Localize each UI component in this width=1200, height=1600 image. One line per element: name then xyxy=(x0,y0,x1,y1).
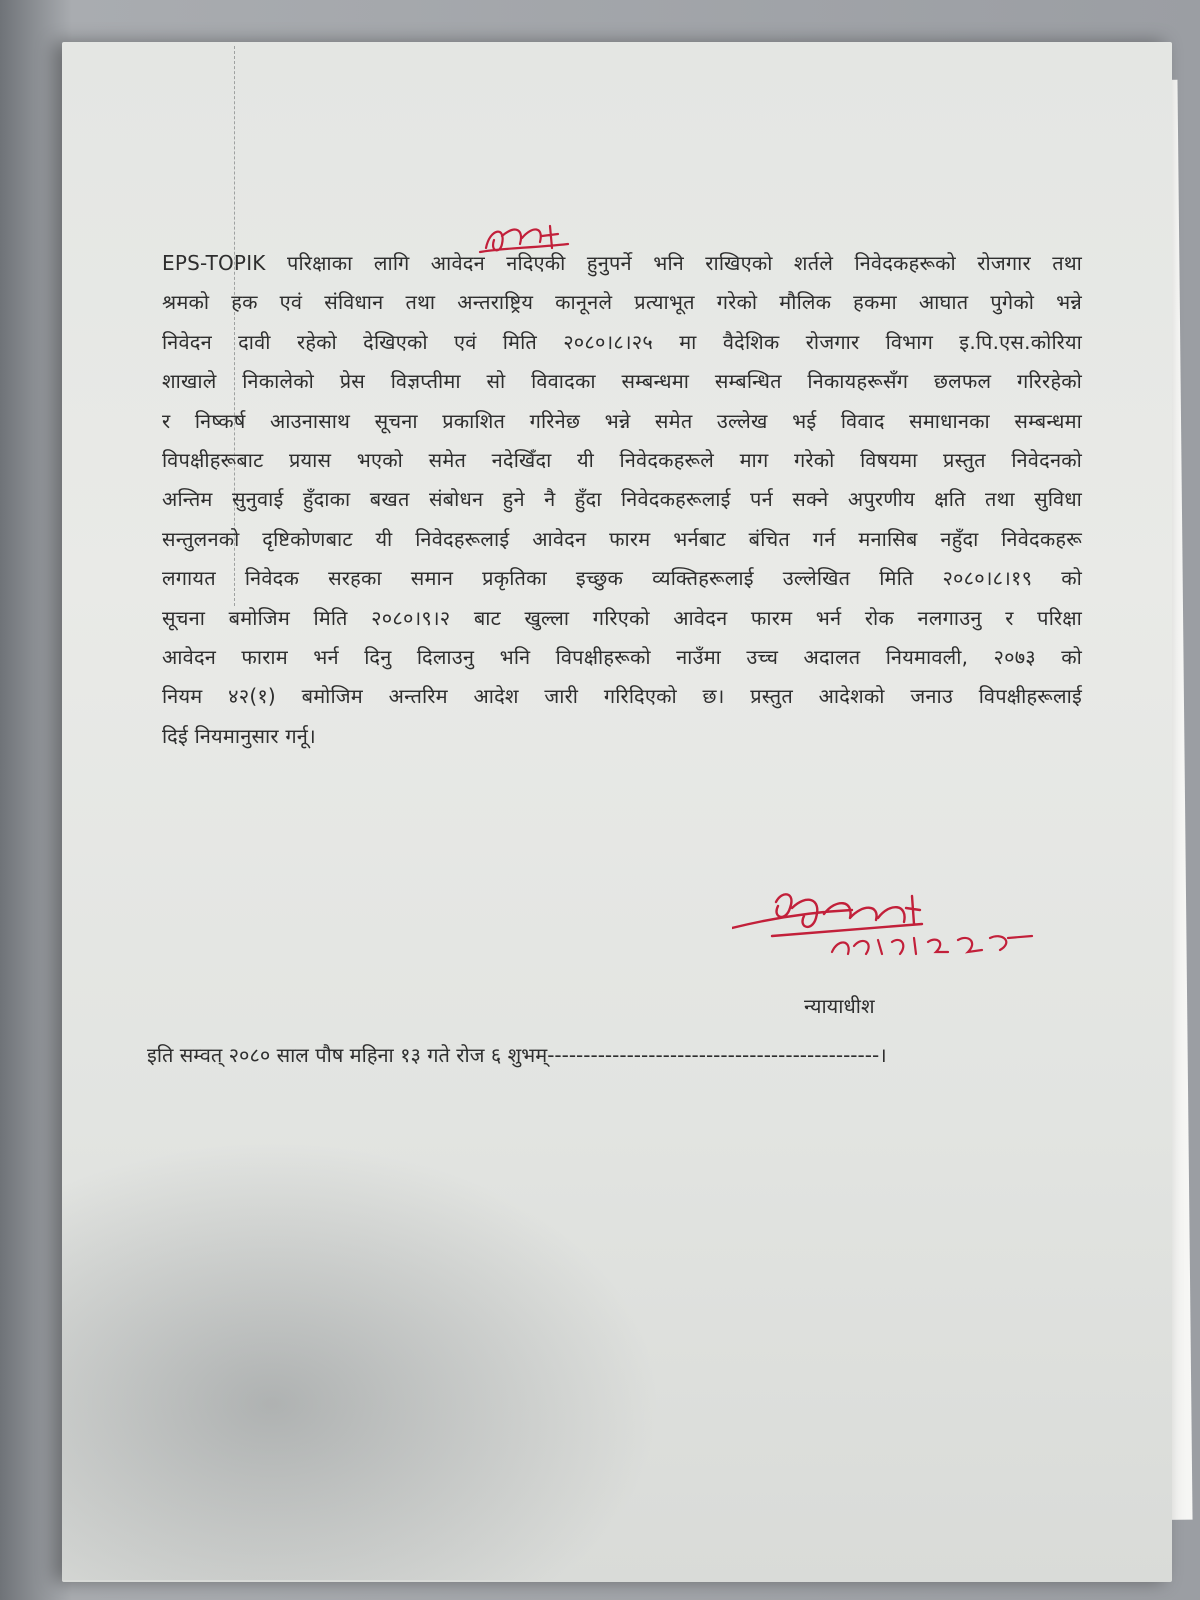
text-line: र निष्कर्ष आउनासाथ सूचना प्रकाशित गरिनेछ भन्ने समेत उल्लेख भई विवाद समाधानका सम्बन्धमा xyxy=(162,408,1082,433)
judge-signature-drawing xyxy=(732,888,1062,998)
text-line: नियम ४२(१) बमोजिम अन्तरिम आदेश जारी गरिदिएको छ। प्रस्तुत आदेशको जनाउ विपक्षीहरूलाई xyxy=(162,684,1082,709)
text-line: दिई नियमानुसार गर्नू। xyxy=(162,723,316,748)
judge-title: न्यायाधीश xyxy=(804,994,875,1018)
text-line: श्रमको हक एवं संविधान तथा अन्तराष्ट्रिय कानूनले प्रत्याभूत गरेको मौलिक हकमा आघात पुगेको भन्ने xyxy=(162,290,1082,315)
text-line: शाखाले निकालेको प्रेस विज्ञप्तीमा सो विवादका सम्बन्धमा सम्बन्धित निकायहरूसँग छलफल गरिरहेको xyxy=(162,369,1082,394)
text-line: आवेदन फाराम भर्न दिनु दिलाउनु भनि विपक्षीहरूको नाउँमा उच्च अदालत नियमावली, २०७३ को xyxy=(162,645,1082,670)
closing-line: इति सम्वत् २०८० साल पौष महिना १३ गते रोज ६ शुभम्----------------------------------------------। xyxy=(147,1043,887,1067)
text-line: विपक्षीहरूबाट प्रयास भएको समेत नदेखिँदा यी निवेदकहरूले माग गरेको विषयमा प्रस्तुत निवेदनको xyxy=(162,448,1082,473)
text-line: लगायत निवेदक सरहका समान प्रकृतिका इच्छुक व्यक्तिहरूलाई उल्लेखित मिति २०८०।८।१९ को xyxy=(162,566,1082,591)
order-body-text xyxy=(162,244,1082,756)
text-line: अन्तिम सुनुवाई हुँदाका बखत संबोधन हुने नै हुँदा निवेदकहरूलाई पर्न सक्ने अपुरणीय क्षति तथा सुविधा xyxy=(162,487,1082,512)
text-line: निवेदन दावी रहेको देखिएको एवं मिति २०८०।८।२५ मा वैदेशिक रोजगार विभाग इ.पि.एस.कोरिया xyxy=(162,329,1082,354)
text-line: सन्तुलनको दृष्टिकोणबाट यी निवेदहरूलाई आवेदन फारम भर्नबाट बंचित गर्न मनासिब नहुँदा निवेदकहरू xyxy=(162,526,1082,551)
text-line: EPS-TOPIK परिक्षाका लागि आवेदन नदिएकी हुनुपर्ने भनि राखिएको शर्तले निवेदकहरूको रोजगार तथा xyxy=(162,251,1082,275)
judge-signature-block xyxy=(732,888,1062,1018)
handwritten-initial-mark xyxy=(472,218,582,268)
text-line: सूचना बमोजिम मिति २०८०।९।२ बाट खुल्ला गरिएको आवेदन फारम भर्न रोक नलगाउनु र परिक्षा xyxy=(162,605,1082,630)
